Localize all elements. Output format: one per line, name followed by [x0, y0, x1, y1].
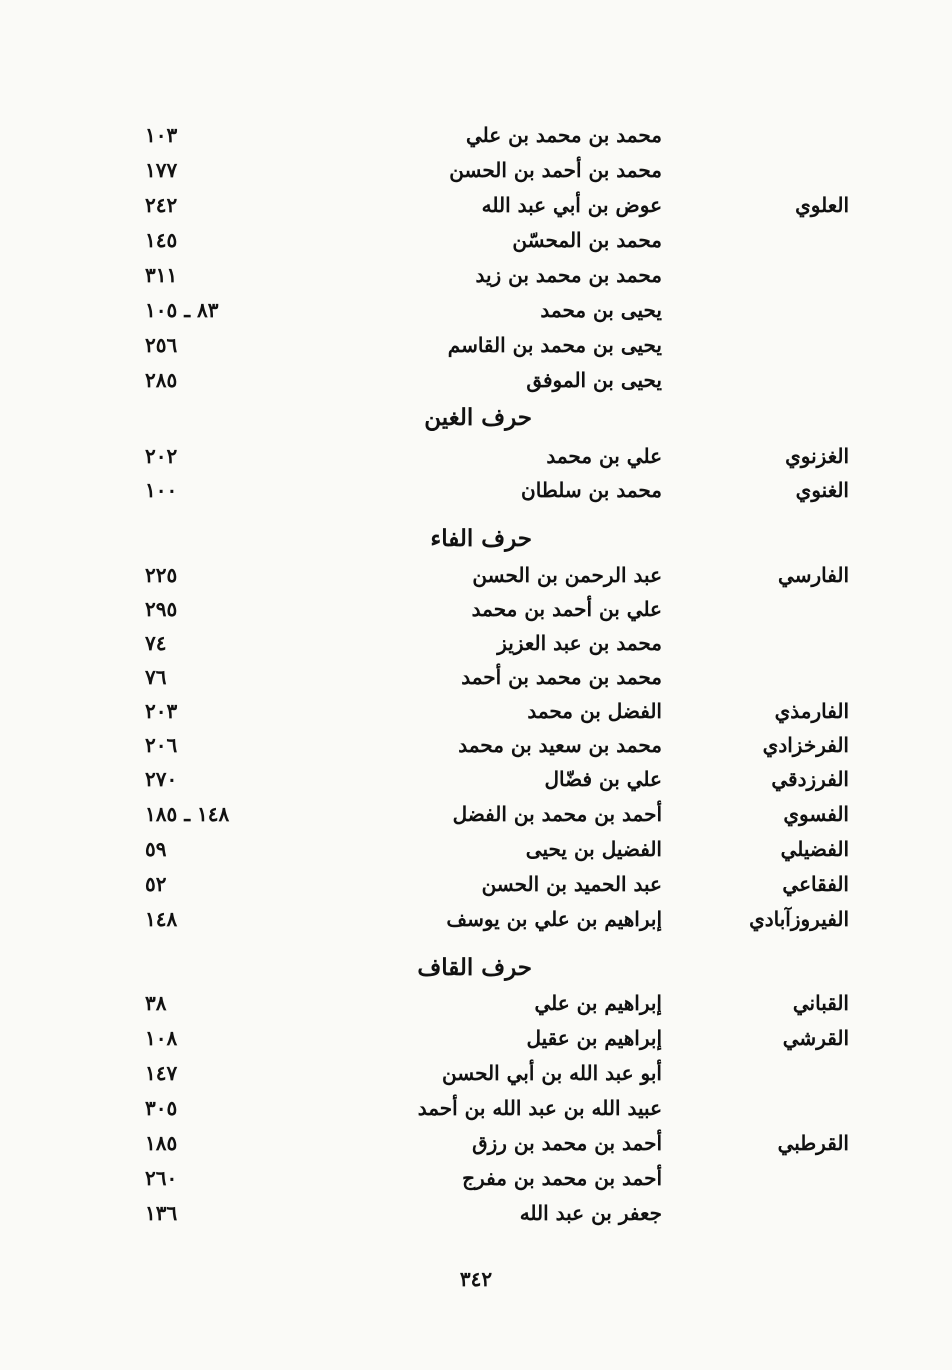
entry-nisba: الفسوي	[783, 802, 849, 826]
index-entry	[0, 762, 952, 796]
entry-pages: ١٤٨ ـ ١٨٥	[145, 802, 230, 826]
entry-name: الفضل بن محمد	[527, 699, 662, 723]
entry-name: يحيى بن محمد	[540, 298, 662, 322]
entry-name: علي بن فضّال	[544, 767, 662, 791]
index-entry	[0, 592, 952, 626]
section-heading	[0, 519, 952, 559]
index-entry	[0, 797, 952, 831]
entry-pages: ٢٢٥	[145, 563, 178, 587]
index-entry	[0, 660, 952, 694]
entry-name: أحمد بن محمد بن مفرج	[462, 1166, 662, 1190]
entry-nisba: الفرزدقي	[771, 767, 849, 791]
entry-nisba: الفضيلي	[780, 837, 849, 861]
index-entry	[0, 558, 952, 592]
entry-pages: ٢٠٢	[145, 444, 178, 468]
index-entry	[0, 1056, 952, 1090]
entry-name: إبراهيم بن علي	[534, 991, 662, 1015]
entry-nisba: القرشي	[782, 1026, 849, 1050]
index-entry	[0, 902, 952, 936]
index-entry	[0, 223, 952, 257]
entry-name: محمد بن المحسّن	[512, 228, 662, 252]
index-entry	[0, 328, 952, 362]
index-entry	[0, 473, 952, 507]
entry-name: محمد بن محمد بن أحمد	[461, 665, 662, 689]
entry-pages: ٣١١	[145, 263, 178, 287]
entry-pages: ٢٥٦	[145, 333, 178, 357]
entry-pages: ٢٦٠	[145, 1166, 178, 1190]
entry-name: عوض بن أبي عبد الله	[481, 193, 662, 217]
index-entry	[0, 986, 952, 1020]
entry-name: أبو عبد الله بن أبي الحسن	[442, 1061, 662, 1085]
index-entry	[0, 626, 952, 660]
section-heading-text: حرف الفاء	[430, 525, 532, 552]
entry-name: عبد الرحمن بن الحسن	[472, 563, 662, 587]
section-heading	[0, 398, 952, 438]
entry-nisba: العلوي	[795, 193, 849, 217]
entry-pages: ٥٩	[145, 837, 167, 861]
entry-name: أحمد بن محمد بن الفضل	[452, 802, 662, 826]
entry-name: محمد بن سلطان	[521, 478, 662, 502]
index-entry	[0, 694, 952, 728]
entry-pages: ٢٩٥	[145, 597, 178, 621]
entry-name: إبراهيم بن علي بن يوسف	[446, 907, 662, 931]
entry-pages: ٢٠٣	[145, 699, 178, 723]
entry-pages: ١٧٧	[145, 158, 178, 182]
entry-pages: ١٣٦	[145, 1201, 178, 1225]
entry-name: جعفر بن عبد الله	[519, 1201, 662, 1225]
entry-nisba: الفرخزادي	[762, 733, 849, 757]
entry-pages: ١٤٨	[145, 907, 178, 931]
entry-nisba: الغزنوي	[785, 444, 849, 468]
entry-pages: ١٤٥	[145, 228, 178, 252]
entry-pages: ١٠٨	[145, 1026, 178, 1050]
index-entry	[0, 867, 952, 901]
entry-pages: ٧٤	[145, 631, 167, 655]
index-entry	[0, 1196, 952, 1230]
index-entry	[0, 258, 952, 292]
entry-nisba: الفارمذي	[774, 699, 849, 723]
entry-pages: ٢٠٦	[145, 733, 178, 757]
index-entry	[0, 728, 952, 762]
section-heading	[0, 948, 952, 988]
entry-name: عبد الحميد بن الحسن	[481, 872, 662, 896]
entry-pages: ٢٤٢	[145, 193, 178, 217]
index-entry	[0, 118, 952, 152]
page-number: ٣٤٢	[459, 1267, 493, 1291]
entry-name: محمد بن أحمد بن الحسن	[449, 158, 662, 182]
entry-name: أحمد بن محمد بن رزق	[472, 1131, 662, 1155]
entry-pages: ٣٨	[145, 991, 167, 1015]
entry-name: يحيى بن الموفق	[526, 368, 662, 392]
entry-name: يحيى بن محمد بن القاسم	[447, 333, 662, 357]
index-entry	[0, 1161, 952, 1195]
index-entry	[0, 1091, 952, 1125]
entry-pages: ١٨٥	[145, 1131, 178, 1155]
entry-pages: ١٤٧	[145, 1061, 178, 1085]
entry-pages: ١٠٠	[145, 478, 178, 502]
entry-nisba: الغنوي	[795, 478, 849, 502]
entry-nisba: الفيروزآبادي	[749, 907, 849, 931]
entry-name: محمد بن محمد بن زيد	[475, 263, 662, 287]
entry-nisba: القرطبي	[777, 1131, 849, 1155]
entry-nisba: القباني	[792, 991, 849, 1015]
entry-nisba: الفقاعي	[782, 872, 849, 896]
index-entry	[0, 1126, 952, 1160]
section-heading-text: حرف الغين	[424, 404, 532, 431]
entry-pages: ٧٦	[145, 665, 167, 689]
entry-pages: ٥٢	[145, 872, 167, 896]
entry-name: الفضيل بن يحيى	[525, 837, 662, 861]
entry-name: محمد بن محمد بن علي	[465, 123, 662, 147]
entry-nisba: الفارسي	[778, 563, 849, 587]
index-entry	[0, 439, 952, 473]
index-entry	[0, 293, 952, 327]
index-entry	[0, 188, 952, 222]
entry-name: محمد بن عبد العزيز	[497, 631, 662, 655]
index-entry	[0, 1021, 952, 1055]
entry-pages: ٢٨٥	[145, 368, 178, 392]
entry-name: علي بن محمد	[546, 444, 662, 468]
entry-pages: ٣٠٥	[145, 1096, 178, 1120]
entry-name: إبراهيم بن عقيل	[526, 1026, 662, 1050]
index-entry	[0, 832, 952, 866]
entry-pages: ٢٧٠	[145, 767, 178, 791]
section-heading-text: حرف القاف	[417, 954, 532, 981]
entry-name: عبيد الله بن عبد الله بن أحمد	[417, 1096, 662, 1120]
entry-pages: ١٠٣	[145, 123, 178, 147]
index-entry	[0, 153, 952, 187]
entry-pages: ٨٣ ـ ١٠٥	[145, 298, 219, 322]
entry-name: محمد بن سعيد بن محمد	[458, 733, 662, 757]
index-entry	[0, 363, 952, 397]
entry-name: علي بن أحمد بن محمد	[471, 597, 662, 621]
